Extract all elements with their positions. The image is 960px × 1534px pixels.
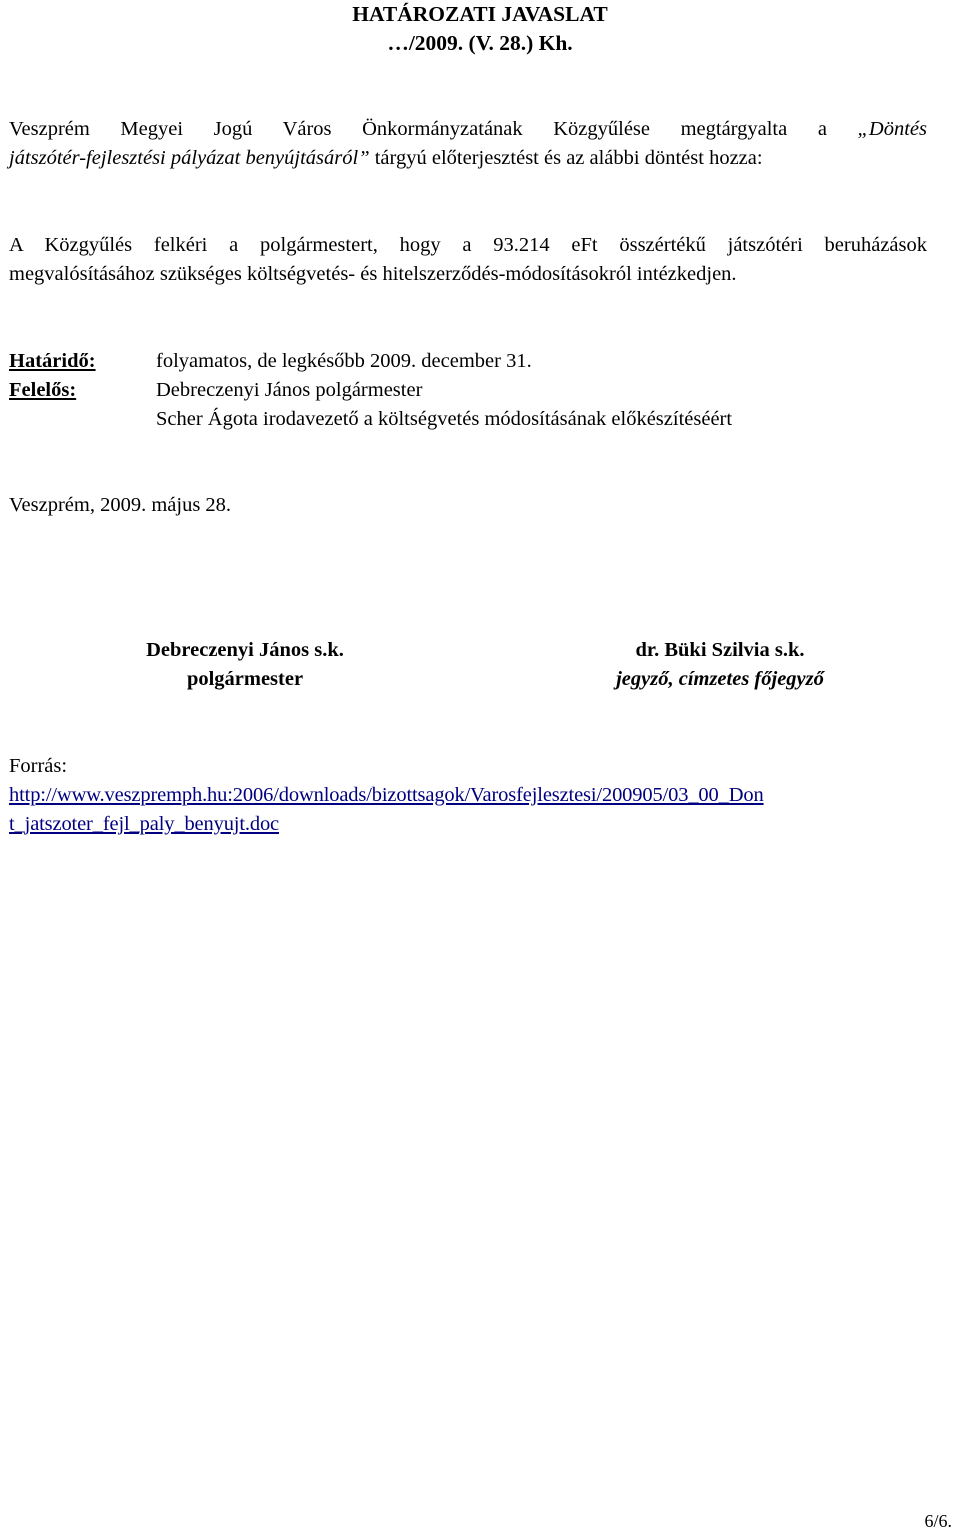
- resolution-title: HATÁROZATI JAVASLAT: [352, 2, 608, 26]
- intro-text-2: tárgyú előterjesztést és az alábbi döntést hozza:: [369, 147, 763, 169]
- document-header: [0, 0, 960, 58]
- intro-paragraph: [9, 115, 927, 173]
- source-label: Forrás:: [9, 755, 68, 777]
- signature-notary: [585, 636, 855, 694]
- source-link-line-1[interactable]: http://www.veszpremph.hu:2006/downloads/bizottsagok/Varosfejlesztesi/200905/03_00_Don: [9, 784, 764, 806]
- responsible-row: [9, 376, 929, 405]
- responsible-value-2: Scher Ágota irodavezető a költségvetés módosításának előkészítéséért: [156, 408, 733, 430]
- meta-block: [9, 347, 929, 434]
- signature-notary-name: dr. Büki Szilvia s.k.: [635, 639, 805, 661]
- responsible-label: Felelős:: [9, 379, 77, 401]
- deadline-row: [9, 347, 929, 376]
- responsible-row-2: [9, 405, 929, 434]
- signature-notary-title: jegyző, címzetes főjegyző: [616, 668, 824, 690]
- place-date: Veszprém, 2009. május 28.: [9, 494, 232, 516]
- decision-paragraph: [9, 231, 927, 289]
- source-link-line-2[interactable]: t_jatszoter_fejl_paly_benyujt.doc: [9, 813, 280, 835]
- intro-line-2: [9, 144, 927, 173]
- intro-text-1: Veszprém Megyei Jogú Város Önkormányzatának Közgyűlése megtárgyalta a: [9, 118, 858, 140]
- deadline-label: Határidő:: [9, 350, 96, 372]
- intro-line-1: [9, 115, 927, 144]
- signature-mayor-name: Debreczenyi János s.k.: [146, 639, 344, 661]
- deadline-value: folyamatos, de legkésőbb 2009. december 31.: [156, 350, 532, 372]
- decision-line-1: A Közgyűlés felkéri a polgármestert, hogy a 93.214 eFt összértékű játszótéri beruházások: [9, 234, 927, 256]
- page-number: 6/6.: [924, 1511, 952, 1531]
- signature-mayor-title: polgármester: [186, 668, 304, 690]
- signature-mayor: [125, 636, 365, 694]
- source-block: [9, 752, 954, 839]
- decision-line-2: megvalósításához szükséges költségvetés- és hitelszerződés-módosításokról intézkedjen.: [9, 263, 737, 285]
- responsible-value-1: Debreczenyi János polgármester: [156, 379, 423, 401]
- resolution-number: …/2009. (V. 28.) Kh.: [387, 31, 573, 55]
- intro-italic-2: játszótér-fejlesztési pályázat benyújtásáról”: [9, 147, 370, 169]
- intro-italic-1: „Döntés: [857, 118, 927, 140]
